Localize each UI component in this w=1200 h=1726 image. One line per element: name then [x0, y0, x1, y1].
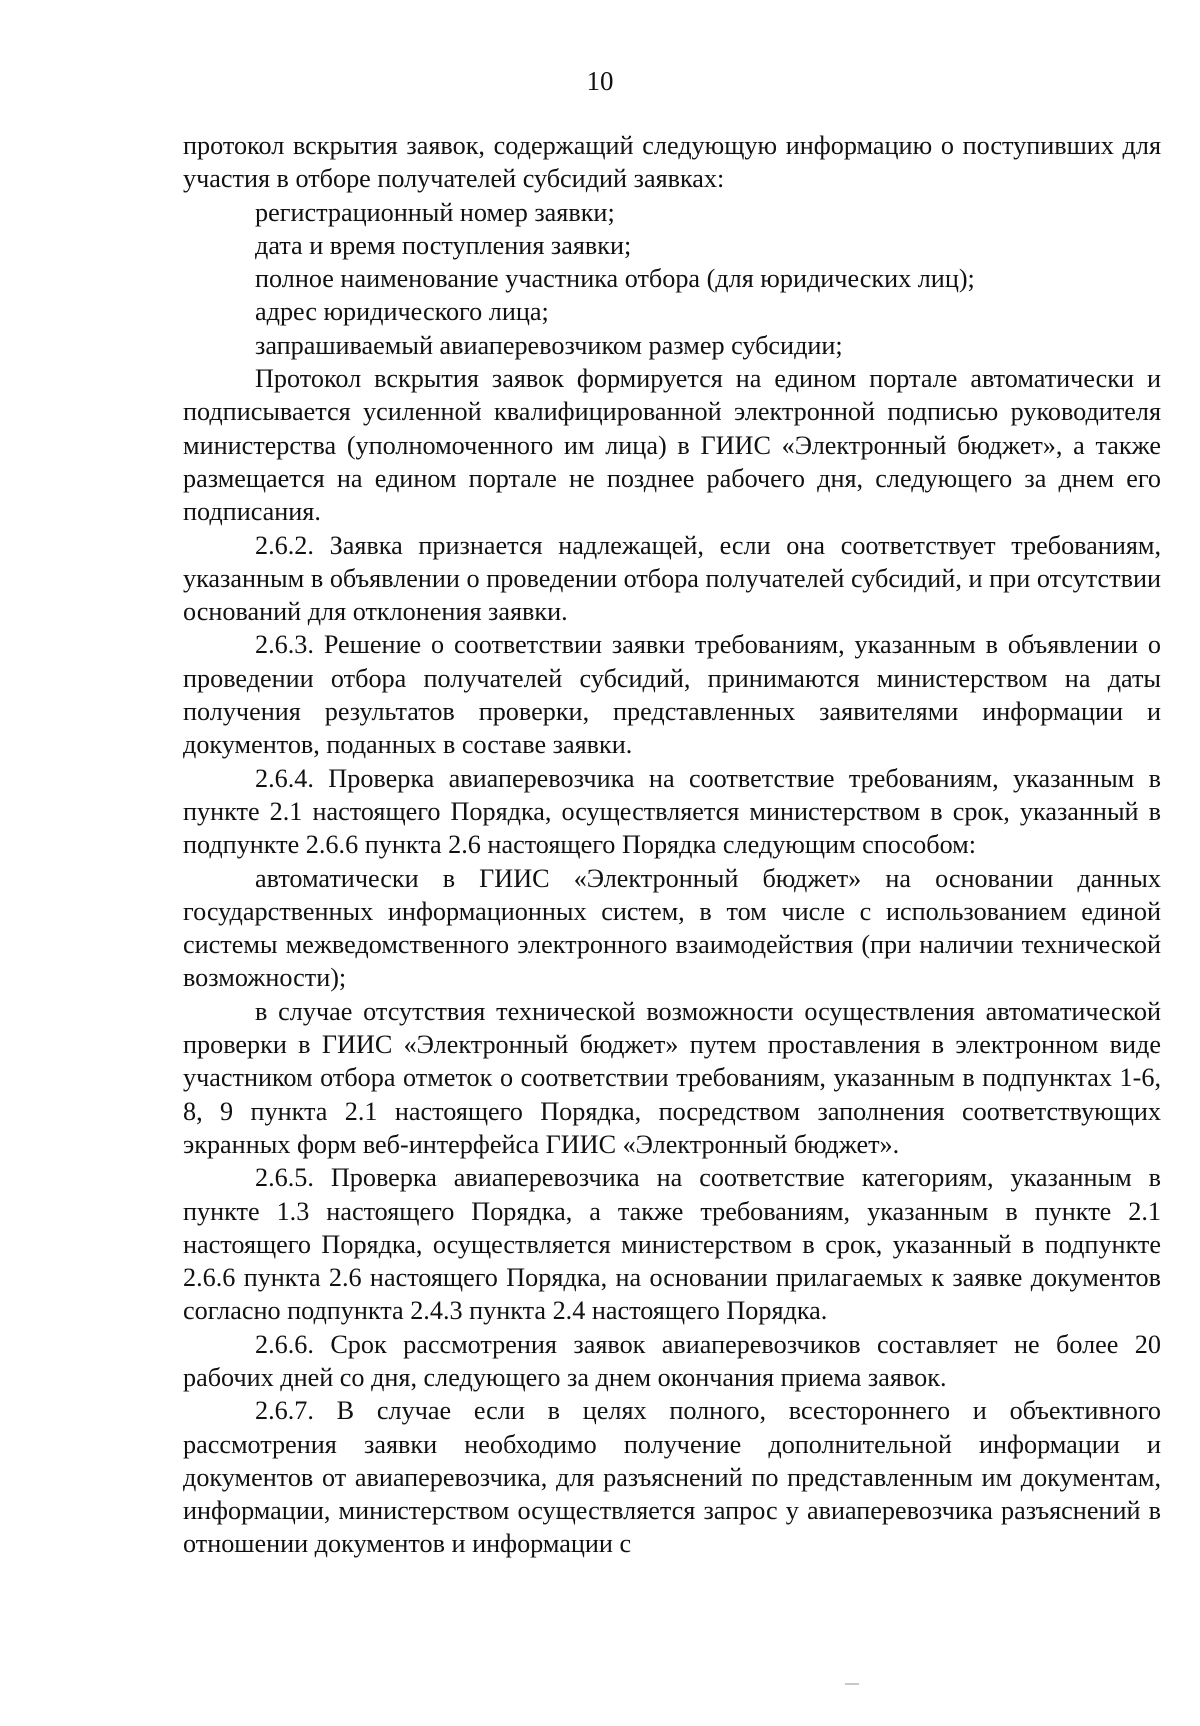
- scan-speck: [845, 1683, 859, 1685]
- list-item-subsidy-amount: запрашиваемый авиаперевозчиком размер субсидии;: [255, 330, 843, 360]
- page-number: 10: [586, 66, 614, 96]
- paragraph-2-6-4: 2.6.4. Проверка авиаперевозчика на соответствие требованиям, указанным в пункте 2.1 настоящего Порядка, осуществляется министерством в срок, указанный в подпункте 2.6.6 пункта 2.6 настоящего Порядка следующим способом:: [183, 763, 1161, 860]
- list-item-legal-address: адрес юридического лица;: [255, 297, 549, 327]
- paragraph-2-6-5: 2.6.5. Проверка авиаперевозчика на соответствие категориям, указанным в пункте 1.3 настоящего Порядка, а также требованиям, указанным в пункте 2.1 настоящего Порядка, осуществляется министерством в срок, указанный в подпункте 2.6.6 пункта 2.6 настоящего Порядка, на основании прилагаемых к заявке документов согласно подпункта 2.4.3 пункта 2.4 настоящего Порядка.: [183, 1163, 1161, 1326]
- list-item-registration-number: регистрационный номер заявки;: [255, 197, 615, 227]
- list-item-participant-name: полное наименование участника отбора (для юридических лиц);: [255, 264, 975, 294]
- paragraph-2-6-7: 2.6.7. В случае если в целях полного, всестороннего и объективного рассмотрения заявки необходимо получение дополнительной информации и документов от авиаперевозчика, для разъяснений по представленным им документам, информации, министерством осуществляется запрос у авиаперевозчика разъяснений в отношении документов и информации с: [183, 1396, 1161, 1559]
- list-item-receipt-date: дата и время поступления заявки;: [255, 230, 632, 260]
- paragraph-protocol-intro: протокол вскрытия заявок, содержащий следующую информацию о поступивших для участия в отборе получателей субсидий заявках:: [183, 131, 1161, 194]
- paragraph-automatic-check: автоматически в ГИИС «Электронный бюджет» на основании данных государственных информационных систем, в том числе с использованием единой системы межведомственного электронного взаимодействия (при наличии технической возможности);: [183, 863, 1161, 993]
- paragraph-2-6-6: 2.6.6. Срок рассмотрения заявок авиаперевозчиков составляет не более 20 рабочих дней со дня, следующего за днем окончания приема заявок.: [183, 1329, 1161, 1392]
- paragraph-manual-check: в случае отсутствия технической возможности осуществления автоматической проверки в ГИИС «Электронный бюджет» путем проставления в электронном виде участником отбора отметок о соответствии требованиям, указанным в подпунктах 1-6, 8, 9 пункта 2.1 настоящего Порядка, посредством заполнения соответствующих экранных форм веб-интерфейса ГИИС «Электронный бюджет».: [183, 996, 1161, 1159]
- paragraph-2-6-3: 2.6.3. Решение о соответствии заявки требованиям, указанным в объявлении о проведении отбора получателей субсидий, принимаются министерством на даты получения результатов проверки, представленных заявителями информации и документов, поданных в составе заявки.: [183, 630, 1161, 760]
- paragraph-protocol-signing: Протокол вскрытия заявок формируется на едином портале автоматически и подписывается усиленной квалифицированной электронной подписью руководителя министерства (уполномоченного им лица) в ГИИС «Электронный бюджет», а также размещается на едином портале не позднее рабочего дня, следующего за днем его подписания.: [183, 364, 1161, 527]
- document-body: [183, 129, 1161, 1561]
- paragraph-2-6-2: 2.6.2. Заявка признается надлежащей, если она соответствует требованиям, указанным в объявлении о проведении отбора получателей субсидий, и при отсутствии оснований для отклонения заявки.: [183, 530, 1161, 627]
